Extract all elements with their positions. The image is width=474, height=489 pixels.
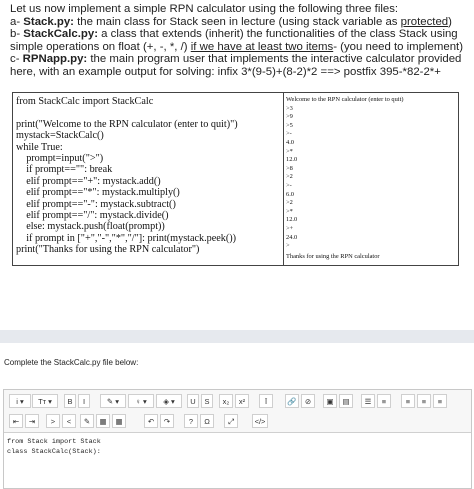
- grid-icon[interactable]: ▦: [112, 414, 126, 428]
- italic-button[interactable]: I: [78, 394, 90, 408]
- numbered-list-icon[interactable]: ≡: [377, 394, 391, 408]
- info-icon[interactable]: i ▾: [9, 394, 31, 408]
- brush-icon[interactable]: ✎ ▾: [100, 394, 126, 408]
- line-text: the main program user that implements the interactive calculator provided: [87, 53, 462, 66]
- line-suffix: ): [448, 15, 452, 28]
- font-size-icon[interactable]: Tт ▾: [32, 394, 58, 408]
- media-icon[interactable]: ▤: [339, 394, 353, 408]
- editor-content[interactable]: from Stack import Stack class StackCalc(Stack):: [7, 438, 101, 456]
- align-center-icon[interactable]: ≡: [417, 394, 431, 408]
- unlink-icon[interactable]: ⊘: [301, 394, 315, 408]
- bullet-list-icon[interactable]: ☰: [361, 394, 375, 408]
- example-output-end: Thanks for using the RPN calculator: [286, 253, 380, 260]
- outdent-icon[interactable]: ⇤: [9, 414, 23, 428]
- line-prefix: a-: [10, 15, 24, 28]
- html-source-icon[interactable]: </>: [252, 414, 268, 428]
- code-cell: [13, 93, 284, 265]
- link-icon[interactable]: 🔗: [285, 394, 299, 408]
- output-cell: [284, 93, 458, 265]
- answer-area: [0, 343, 474, 487]
- question-line: [10, 41, 468, 54]
- file-name-stack: Stack.py:: [23, 15, 74, 28]
- question-line: [10, 53, 468, 66]
- line-suffix: - (you need to implement): [333, 40, 463, 53]
- image-icon[interactable]: ▣: [323, 394, 337, 408]
- example-output: Welcome to the RPN calculator (enter to quit) >3 >9 >5 >- 4.0 >* 12.0 >8 >2 >- 6.0 >2 >* 12.0 >+ 24.0 >: [286, 96, 404, 250]
- highlight-icon[interactable]: ♀ ▾: [128, 394, 154, 408]
- expand-icon[interactable]: >: [46, 414, 60, 428]
- underlined-text: protected: [400, 15, 449, 28]
- question-line: [10, 3, 468, 16]
- align-right-icon[interactable]: ≡: [433, 394, 447, 408]
- collapse-icon[interactable]: <: [62, 414, 76, 428]
- line-text: Let us now implement a simple RPN calculator using the following three files:: [10, 3, 399, 15]
- strikethrough-button[interactable]: S: [201, 394, 213, 408]
- align-left-icon[interactable]: ≡: [401, 394, 415, 408]
- bold-button[interactable]: B: [64, 394, 76, 408]
- redo-icon[interactable]: ↷: [160, 414, 174, 428]
- fullscreen-icon[interactable]: ⤢: [224, 414, 238, 428]
- answer-prompt: Complete the StackCalc.py file below:: [4, 358, 139, 367]
- indent-icon[interactable]: ⇥: [25, 414, 39, 428]
- line-text: here, with an example output for solving: infix 3*(9-5)+(8-2)*2 ==> postfix 395-*82-2*+: [10, 65, 441, 78]
- line-prefix: c-: [10, 53, 23, 66]
- undo-icon[interactable]: ↶: [144, 414, 158, 428]
- question-line: [10, 28, 468, 41]
- line-prefix: b-: [10, 28, 24, 41]
- special-chars-icon[interactable]: Ω: [200, 414, 214, 428]
- superscript-button[interactable]: x²: [235, 394, 249, 408]
- table-icon[interactable]: ▦: [96, 414, 110, 428]
- file-name-rpnapp: RPNapp.py:: [22, 53, 88, 66]
- file-name-stackcalc: StackCalc.py:: [23, 28, 99, 41]
- clear-format-icon[interactable]: Ī: [259, 394, 273, 408]
- rpnapp-code: from StackCalc import StackCalc print("Welcome to the RPN calculator (enter to quit)") mystack=StackCalc() while True: prompt=input(">") if prompt=="": break elif prompt=="+": mystack.add() elif prompt=="*": mystack.multiply() elif prompt=="-": mystack.subtract() elif prompt=="/": mystack.divide() else: mystack.push(float(prompt)) if prompt in ["+","-","*","/"]: print(mystack.peek()) print("Thanks for using the RPN calculator"): [16, 96, 238, 256]
- underlined-text: if we have at least two items: [190, 40, 334, 53]
- subscript-button[interactable]: x₂: [219, 394, 233, 408]
- line-text: simple operations on float (+, -, *, /): [10, 40, 191, 53]
- example-table: [12, 92, 459, 266]
- section-divider: [0, 330, 474, 343]
- question-text: [10, 3, 468, 79]
- line-text: the main class for Stack seen in lecture (using stack variable as: [73, 15, 401, 28]
- edit-icon[interactable]: ✎: [80, 414, 94, 428]
- help-icon[interactable]: ?: [184, 414, 198, 428]
- editor-toolbar: [4, 390, 471, 433]
- underline-button[interactable]: U: [187, 394, 199, 408]
- rich-text-editor[interactable]: [3, 389, 472, 489]
- question-line: [10, 66, 468, 79]
- question-line: [10, 16, 468, 29]
- fill-color-icon[interactable]: ◈ ▾: [156, 394, 182, 408]
- line-text: a class that extends (inherit) the functionalities of the class Stack using: [98, 28, 458, 41]
